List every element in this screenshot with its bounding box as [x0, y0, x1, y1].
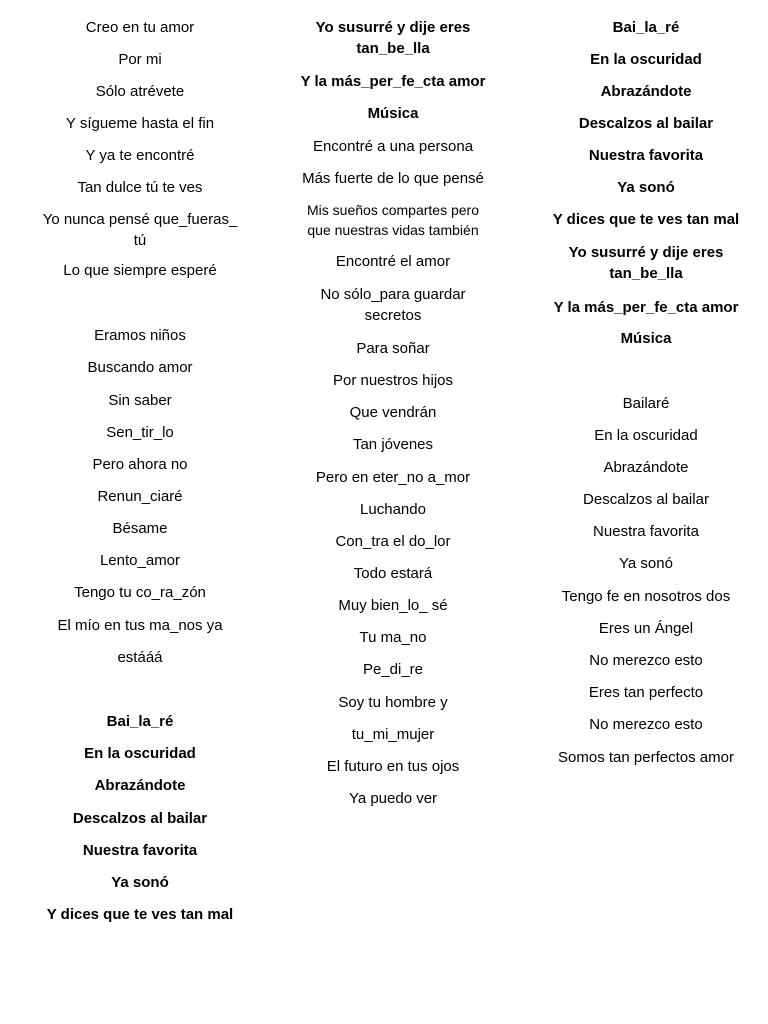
lyric-line: Con_tra el do_lor	[335, 533, 451, 550]
lyric-line: Ya sonó	[617, 179, 675, 196]
lyric-line: estááá	[117, 649, 163, 666]
lyric-line: Y la más_per_fe_cta amor	[300, 73, 486, 90]
lyric-line: Y la más_per_fe_cta amor	[553, 299, 739, 316]
lyric-line: En la oscuridad	[590, 51, 702, 68]
lyric-line: Música	[367, 105, 419, 122]
lyric-line: Abrazándote	[600, 83, 692, 100]
lyric-line: tu_mi_mujer	[351, 726, 435, 743]
lyric-line: Encontré el amor	[335, 253, 451, 270]
lyric-line: Bailaré	[622, 395, 670, 412]
lyric-line: En la oscuridad	[594, 427, 698, 444]
lyric-line: Y sígueme hasta el fin	[65, 115, 215, 132]
lyric-line: Y dices que te ves tan mal	[46, 906, 234, 923]
lyric-line: Descalzos al bailar	[583, 491, 709, 508]
lyric-line: Ya sonó	[619, 555, 673, 572]
lyric-line: Buscando amor	[87, 359, 193, 376]
lyric-line: Descalzos al bailar	[578, 115, 714, 132]
lyric-line: Y ya te encontré	[85, 147, 195, 164]
lyric-line: Pe_di_re	[362, 661, 424, 678]
lyric-line: Encontré a una persona	[312, 138, 474, 155]
lyric-line: Tengo fe en nosotros dos	[561, 588, 731, 605]
lyric-line: Que vendrán	[349, 404, 437, 421]
lyric-line: Nuestra favorita	[588, 147, 704, 164]
lyric-line: Mis sueños compartes pero que nuestras vidas también	[307, 202, 479, 238]
lyric-line: Bai_la_ré	[612, 19, 680, 36]
lyric-line: Abrazándote	[603, 459, 689, 476]
lyric-line: Soy tu hombre y	[338, 694, 448, 711]
lyric-line: Ya puedo ver	[348, 790, 438, 807]
lyric-line: Y dices que te ves tan mal	[552, 211, 740, 228]
lyric-line: Lento_amor	[99, 552, 181, 569]
lyric-line: Luchando	[360, 501, 426, 518]
lyric-line: Eres un Ángel	[598, 620, 694, 637]
lyric-line: El futuro en tus ojos	[326, 758, 460, 775]
lyric-line: El mío en tus ma_nos ya	[57, 617, 223, 634]
lyric-line: Sen_tir_lo	[106, 424, 174, 441]
lyric-line: Muy bien_lo_ sé	[338, 597, 448, 614]
lyric-line: Para soñar	[356, 340, 430, 357]
lyric-line: Por nuestros hijos	[332, 372, 454, 389]
lyric-line: Ya sonó	[111, 874, 169, 891]
lyric-line: No sólo_para guardar secretos	[320, 286, 466, 324]
lyric-line: En la oscuridad	[84, 745, 196, 762]
lyric-line: Pero ahora no	[92, 456, 188, 473]
lyric-line: Sin saber	[108, 392, 172, 409]
lyric-line: Tu ma_no	[359, 629, 427, 646]
lyric-line: Tengo tu co_ra_zón	[74, 584, 206, 601]
lyric-line: Yo nunca pensé que_fueras_ tú	[42, 211, 238, 249]
lyric-line: Bai_la_ré	[106, 713, 174, 730]
lyric-line: Somos tan perfectos amor	[558, 749, 734, 766]
lyric-line: Sólo atrévete	[95, 83, 185, 100]
lyric-line: Todo estará	[353, 565, 433, 582]
lyric-line: Eres tan perfecto	[588, 684, 704, 701]
lyric-line: Música	[620, 330, 672, 347]
lyric-line: Eramos niños	[94, 327, 186, 344]
lyric-line: Lo que siempre esperé	[63, 262, 217, 279]
lyric-line: Yo susurré y dije eres tan_be_lla	[568, 244, 724, 282]
lyric-line: Tan dulce tú te ves	[77, 179, 203, 196]
lyric-line: Renun_ciaré	[97, 488, 183, 505]
lyric-line: Descalzos al bailar	[72, 810, 208, 827]
lyric-line: Más fuerte de lo que pensé	[302, 170, 484, 187]
lyric-line: Nuestra favorita	[82, 842, 198, 859]
lyric-line: Por mi	[118, 51, 162, 68]
lyric-line: Creo en tu amor	[85, 19, 195, 36]
lyric-line: No merezco esto	[589, 652, 703, 669]
lyric-line: Bésame	[112, 520, 168, 537]
lyric-line: Pero en eter_no a_mor	[315, 469, 471, 486]
lyric-line: No merezco esto	[589, 716, 703, 733]
lyric-line: Tan jóvenes	[352, 436, 434, 453]
lyric-line: Yo susurré y dije eres tan_be_lla	[315, 19, 471, 57]
lyric-line: Abrazándote	[94, 777, 186, 794]
lyric-line: Nuestra favorita	[593, 523, 699, 540]
